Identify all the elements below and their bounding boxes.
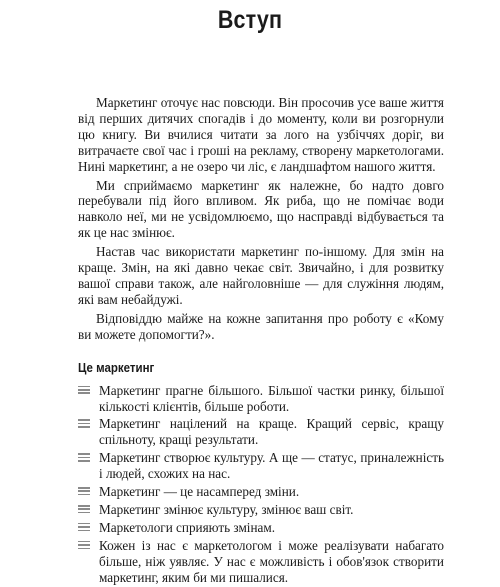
list-item bbox=[78, 502, 444, 518]
triple-line-bullet-icon bbox=[78, 453, 90, 462]
section-heading: Це маркетинг bbox=[78, 360, 155, 375]
list-item-text: Маркетинг — це насамперед зміни. bbox=[99, 484, 300, 500]
bullet-list bbox=[78, 383, 444, 586]
paragraph-3: Настав час використати маркетинг по-іншому. Для змін на краще. Змін, на які давно чекає світ. Звичайно, і для розвитку вашої справи також, але найголовніше — для служіння людям, які вам небайдужі. bbox=[78, 244, 444, 307]
list-item-text: Маркетинг створює культуру. А ще — статус, приналежність і людей, схожих на нас. bbox=[99, 450, 444, 482]
paragraph-4: Відповіддю майже на кожне запитання про роботу є «Кому ви можете допомогти?». bbox=[78, 310, 444, 342]
list-item bbox=[78, 383, 444, 415]
list-item bbox=[78, 538, 444, 586]
triple-line-bullet-icon bbox=[78, 541, 90, 550]
list-item-text: Маркетологи сприяють змінам. bbox=[99, 519, 276, 535]
triple-line-bullet-icon bbox=[78, 419, 90, 428]
list-item bbox=[78, 416, 444, 448]
list-item-text: Кожен із нас є маркетологом і може реалізувати набагато більше, ніж уявляє. У нас є можливість і обов'язок створити маркетинг, яким би ми пишалися. bbox=[99, 537, 444, 585]
triple-line-bullet-icon bbox=[78, 386, 90, 395]
triple-line-bullet-icon bbox=[78, 505, 90, 514]
page-body bbox=[78, 95, 444, 587]
list-item-text: Маркетинг прагне більшого. Більшої частки ринку, більшої кількості клієнтів, більше роботи. bbox=[99, 382, 444, 414]
page-title: Вступ bbox=[217, 6, 283, 34]
triple-line-bullet-icon bbox=[78, 487, 90, 496]
triple-line-bullet-icon bbox=[78, 523, 90, 532]
list-item bbox=[78, 520, 444, 536]
list-item-text: Маркетинг змінює культуру, змінює ваш світ. bbox=[99, 501, 354, 517]
list-item bbox=[78, 484, 444, 500]
paragraph-2: Ми сприймаємо маркетинг як належне, бо надто довго перебували під його впливом. Як риба, що не помічає води навколо неї, ми не усвідомлюємо, що насправді відбувається та як це нас змінює. bbox=[78, 177, 444, 241]
list-item-text: Маркетинг націлений на краще. Кращий сервіс, кращу спільноту, кращі результати. bbox=[99, 416, 444, 448]
list-item bbox=[78, 450, 444, 482]
paragraph-1: Маркетинг оточує нас повсюди. Він просочив усе ваше життя від перших дитячих спогадів і до моменту, коли ви розгорнули цю книгу. Ви вчилися читати за лого на узбіччях доріг, ви витрачаєте свої час і гроші на рекламу, створену маркетологами. Нині маркетинг, а не озеро чи ліс, є ландшафтом нашого життя. bbox=[78, 95, 444, 174]
